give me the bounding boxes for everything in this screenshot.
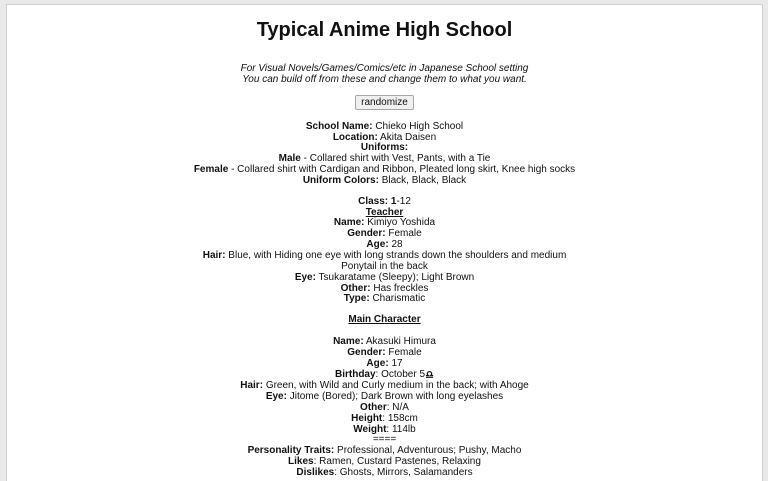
class-row: Class: 1-12 xyxy=(358,195,411,207)
teacher-section xyxy=(7,197,762,305)
mc-other-row: Other: N/A xyxy=(360,401,409,413)
uniform-colors-row: Uniform Colors: Black, Black, Black xyxy=(302,174,467,186)
intro-line-2: You can build off from these and change them to what you want. xyxy=(242,73,527,85)
intro-line-1: For Visual Novels/Games/Comics/etc in Japanese School setting xyxy=(240,63,529,74)
randomize-button[interactable]: randomize xyxy=(355,95,414,110)
mc-likes-row: Likes: Ramen, Custard Pastenes, Relaxing xyxy=(288,456,481,468)
teacher-type-row: Type: Charismatic xyxy=(343,293,426,305)
teacher-age-row: Age: 28 xyxy=(366,239,403,251)
mc-dislikes-row: Dislikes: Ghosts, Mirrors, Salamanders xyxy=(296,467,473,478)
teacher-gender-row: Gender: Female xyxy=(347,228,422,240)
mc-height-row: Height: 158cm xyxy=(351,412,418,424)
teacher-name-row: Name: Kimiyo Yoshida xyxy=(333,217,436,229)
school-name-row: School Name: Chieko High School xyxy=(305,120,464,132)
teacher-other-row: Other: Has freckles xyxy=(340,282,429,294)
mc-eye-row: Eye: Jitome (Bored); Dark Brown with long eyelashes xyxy=(265,391,504,403)
teacher-eye-row: Eye: Tsukaratame (Sleepy); Light Brown xyxy=(294,271,475,283)
location-row: Location: Akita Daisen xyxy=(332,131,437,143)
school-section xyxy=(7,122,762,187)
intro-text xyxy=(7,64,762,86)
mc-name-row: Name: Akasuki Himura xyxy=(333,335,436,347)
main-character-heading: Main Character xyxy=(348,314,421,326)
male-uniform-row: Male - Collared shirt with Vest, Pants, with a Tie xyxy=(278,153,491,165)
page-frame xyxy=(6,4,763,481)
mc-gender-row: Gender: Female xyxy=(347,346,422,358)
teacher-hair-row: Hair: Blue, with Hiding one eye with long strands down the shoulders and medium Ponytail in the back xyxy=(202,249,567,272)
page-title: Typical Anime High School xyxy=(256,19,513,41)
section-divider: ==== xyxy=(372,434,397,446)
mc-weight-row: Weight: 114lb xyxy=(353,423,416,435)
libra-icon xyxy=(425,369,434,378)
female-uniform-row: Female - Collared shirt with Cardigan and Ribbon, Pleated long skirt, Knee high socks xyxy=(193,164,576,176)
main-character-section xyxy=(7,315,762,479)
teacher-heading: Teacher xyxy=(365,206,404,218)
mc-birthday-row: Birthday: October 5 xyxy=(7,369,762,381)
mc-hair-row: Hair: Green, with Wild and Curly medium in the back; with Ahoge xyxy=(240,380,529,392)
generator-content xyxy=(7,5,762,479)
uniforms-heading: Uniforms: xyxy=(360,142,409,154)
mc-age-row: Age: 17 xyxy=(366,357,403,369)
mc-traits-row: Personality Traits: Professional, Adventurous; Pushy, Macho xyxy=(247,445,522,457)
